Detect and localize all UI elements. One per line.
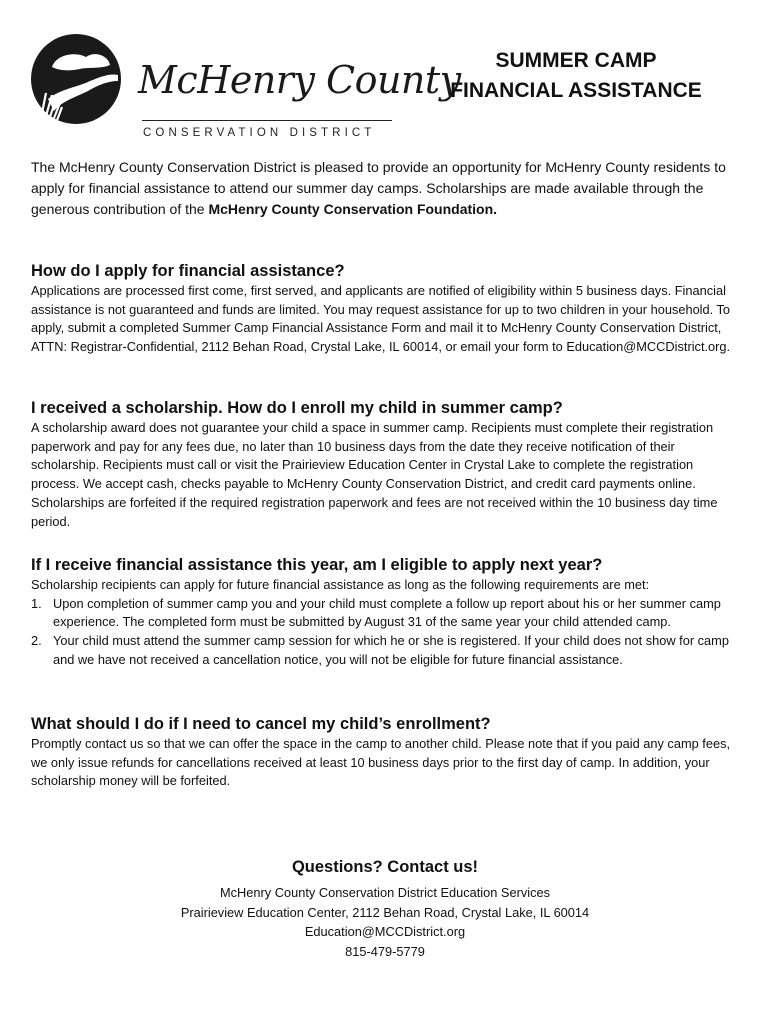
list-number: 1. — [31, 595, 42, 611]
contact-heading: Questions? Contact us! — [291, 858, 479, 876]
title-line-1: SUMMER CAMP — [495, 49, 657, 72]
section-heading: What should I do if I need to cancel my child’s enrollment? — [31, 715, 491, 733]
intro-foundation-name: McHenry County Conservation Foundation. — [208, 201, 498, 217]
section-body: A scholarship award does not guarantee your child a space in summer camp. Recipients must complete their registration paperwork and pay for any fees due, no later than 10 business days from the date they receive notification of their scholarship. Recipients must call or visit the Prairieview Education Center in Crystal Lake to complete the registration process. We accept cash, checks payable to McHenry County Conservation District, and credit card payments online. Scholarships are forfeited if the required registration paperwork and fees are not received within the 10 business day time period. — [31, 420, 718, 529]
section-eligibility — [31, 554, 741, 670]
requirements-list — [31, 595, 741, 670]
list-item — [31, 595, 741, 632]
list-item-text: Your child must attend the summer camp session for which he or she is registered. If your child does not show for camp and we have not received a cancellation notice, you will not be eligible for future financial assistance. — [53, 633, 729, 667]
district-logo — [30, 33, 461, 139]
intro-paragraph — [31, 157, 737, 220]
section-body: Applications are processed first come, first served, and applicants are notified of eligibility within 5 business days. Financial assistance is not guaranteed and funds are limited. You may request assistance for up to two children in your household. To apply, submit a completed Summer Camp Financial Assistance Form and mail it to McHenry County Conservation District, ATTN: Registrar-Confidential, 2112 Behan Road, Crystal Lake, IL 60014, or email your form to Education@MCCDistrict.org. — [31, 283, 731, 355]
document-title — [446, 46, 706, 106]
section-heading: How do I apply for financial assistance? — [31, 262, 345, 280]
contact-phone: 815-479-5779 — [345, 943, 425, 959]
logo-emblem-icon — [30, 33, 130, 133]
intro-text: The McHenry County Conservation District is pleased to provide an opportunity for McHenry County residents to apply for financial assistance to attend our summer day camps. Scholarships are made available through the generous contribution of the — [31, 159, 726, 217]
contact-org: McHenry County Conservation District Education Services — [219, 885, 550, 900]
logo-divider — [142, 120, 392, 121]
section-heading: If I receive financial assistance this year, am I eligible to apply next year? — [31, 556, 603, 574]
section-cancel — [31, 713, 741, 791]
title-line-2: FINANCIAL ASSISTANCE — [450, 79, 702, 102]
contact-address: Prairieview Education Center, 2112 Behan Road, Crystal Lake, IL 60014 — [180, 904, 590, 920]
section-apply — [31, 260, 741, 357]
section-body: Scholarship recipients can apply for future financial assistance as long as the following requirements are met: — [31, 577, 650, 592]
logo-script-name: McHenry County — [138, 58, 461, 102]
logo-subtitle: CONSERVATION DISTRICT — [143, 127, 376, 139]
list-number: 2. — [31, 633, 42, 649]
section-heading: I received a scholarship. How do I enroll my child in summer camp? — [31, 399, 563, 417]
contact-email: Education@MCCDistrict.org — [304, 924, 466, 939]
contact-block — [0, 855, 770, 961]
list-item — [31, 632, 741, 669]
section-body: Promptly contact us so that we can offer the space in the camp to another child. Please note that if you paid any camp fees, we only issue refunds for cancellations received at least 10 business days prior to the first day of camp. In addition, your scholarship money will be forfeited. — [31, 736, 731, 789]
list-item-text: Upon completion of summer camp you and your child must complete a follow up report about his or her summer camp experience. The completed form must be submitted by August 31 of the same year your child attended camp. — [53, 595, 721, 630]
section-enroll — [31, 397, 741, 531]
